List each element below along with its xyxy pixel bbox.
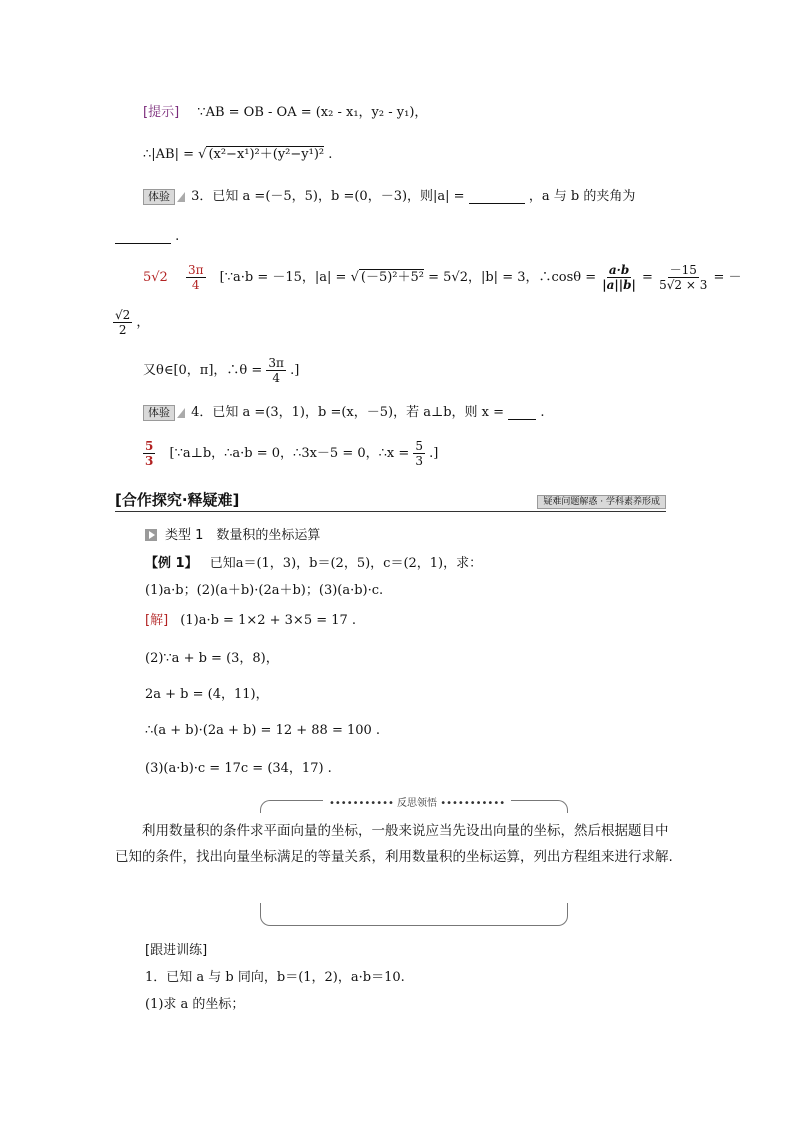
section-tagline: 疑难问题解惑 · 学科素养形成 (537, 495, 666, 509)
example-parts: (1)a·b；(2)(a＋b)·(2a＋b)；(3)(a·b)·c. (145, 583, 384, 598)
corner-triangle-icon (177, 192, 185, 202)
practice-question-1-1: (1)求 a 的坐标； (145, 997, 245, 1012)
exercise-4-text: 4．已知 a =(3，1)，b =(x，－5)，若 a⊥b，则 x = (191, 405, 505, 420)
hint-period: . (328, 147, 333, 162)
solution-line-5 (145, 760, 332, 778)
exercise-3-solution: 5√2 $\frac{3\pi}{4}$ [∵a·b = －15，|a| = √ (－5)²＋5² = 5√2，|b| = 3，∴cosθ = $\frac{a\cdot b}{|a||b|}$ = $\frac{-15}{5√2 \times 3}$ = － (143, 263, 742, 292)
solution-text: [∵a⊥b，∴a·b = 0，∴3x－5 = 0，∴x = (169, 446, 410, 461)
example-1 (145, 555, 482, 573)
solution-line-4 (145, 722, 380, 740)
answer-blank (469, 189, 525, 204)
tiyan-tag: 体验 (143, 189, 175, 205)
reflection-label: ••••••••••• 反思领悟 ••••••••••• (323, 794, 511, 809)
solution-text: .] (290, 363, 300, 378)
hint-line-2: ∴|AB| = √ (x²−x¹)²＋(y²−y¹)² . (143, 147, 333, 162)
fraction: $\frac{√2}{2}$ (115, 308, 131, 337)
solution-text: 又θ∈[0，π]，∴θ = (143, 363, 263, 378)
solution-text: (1)a·b = 1×2 + 3×5 = 17 . (180, 613, 357, 628)
exercise-3-blank-line (115, 228, 179, 246)
exercise-3-text-2: ，a 与 b 的夹角为 (528, 189, 636, 204)
period: . (175, 229, 180, 244)
answer: $\frac{5}{3}$ (145, 439, 154, 468)
section-header (115, 489, 666, 512)
exercise-3-text: 3．已知 a =(－5，5)，b =(0，－3)，则|a| = (191, 189, 465, 204)
example-label: 【例 1】 (145, 556, 198, 571)
solution-text: ， (136, 315, 150, 330)
answer-2: $\frac{3\pi}{4}$ (187, 263, 204, 292)
hint-formula-2-prefix: ∴|AB| = (143, 147, 194, 162)
solution-text: = 5√2，|b| = 3，∴cosθ = (428, 270, 597, 285)
practice-question-1: 1．已知 a 与 b 同向，b＝(1，2)，a·b＝10. (145, 970, 405, 985)
solution-text: .] (429, 446, 439, 461)
fraction: $\frac{3\pi}{4}$ (268, 356, 284, 385)
example-text: 已知a＝(1，3)，b＝(2，5)，c＝(2，1)，求： (209, 556, 483, 571)
exercise-4-solution (143, 438, 438, 470)
sqrt-expr: (－5)²＋5² (360, 270, 424, 285)
exercise-4 (143, 404, 544, 422)
solution-line-1 (145, 612, 356, 630)
hint-label: [提示] (143, 105, 180, 120)
practice-label: [跟进训练] (145, 943, 208, 958)
solution-text: [∵a·b = －15，|a| = (219, 270, 347, 285)
solution-label: [解] (145, 613, 169, 628)
answer-blank (508, 405, 536, 420)
solution-line-2 (145, 650, 279, 668)
hint-sqrt: (x²−x¹)²＋(y²−y¹)² (208, 147, 325, 162)
fraction: $\frac{-15}{5√2 \times 3}$ (659, 263, 708, 292)
solution-text: (3)(a·b)·c = 17c = (34，17) . (145, 761, 332, 776)
solution-text: = － (713, 270, 742, 285)
exercise-3-solution-cont (113, 308, 149, 337)
type-heading (145, 527, 320, 545)
type-label: 类型 1 数量积的坐标运算 (165, 528, 321, 543)
section-title: [合作探究·释疑难] (115, 491, 240, 509)
solution-text: (2)∵a + b = (3，8)， (145, 651, 279, 666)
answer-1: 5√2 (143, 270, 168, 285)
corner-triangle-icon (177, 408, 185, 418)
fraction: $\frac{5}{3}$ (415, 439, 424, 468)
solution-text: ∴(a + b)·(2a + b) = 12 + 88 = 100 . (145, 723, 381, 738)
tiyan-tag: 体验 (143, 405, 175, 421)
play-icon (145, 529, 157, 541)
exercise-3-solution-end (143, 356, 299, 385)
example-1-parts (145, 582, 383, 600)
fraction: $\frac{a\cdot b}{|a||b|}$ (602, 263, 636, 292)
exercise-3 (143, 188, 635, 206)
reflection-text: 利用数量积的条件求平面向量的坐标，一般来说应当先设出向量的坐标，然后根据题目中已知的条件，找出向量坐标满足的等量关系，利用数量积的坐标运算，列出方程组来进行求解. (115, 823, 673, 865)
solution-text: 2a + b = (4，11)， (145, 687, 269, 702)
hint-formula-1: ∵AB = OB - OA = (x₂ - x₁，y₂ - y₁)， (197, 105, 428, 120)
hint-line-1 (143, 104, 427, 122)
period: . (540, 405, 545, 420)
answer-blank (115, 229, 171, 244)
reflection-box-bottom (260, 903, 568, 926)
solution-line-3 (145, 686, 269, 704)
